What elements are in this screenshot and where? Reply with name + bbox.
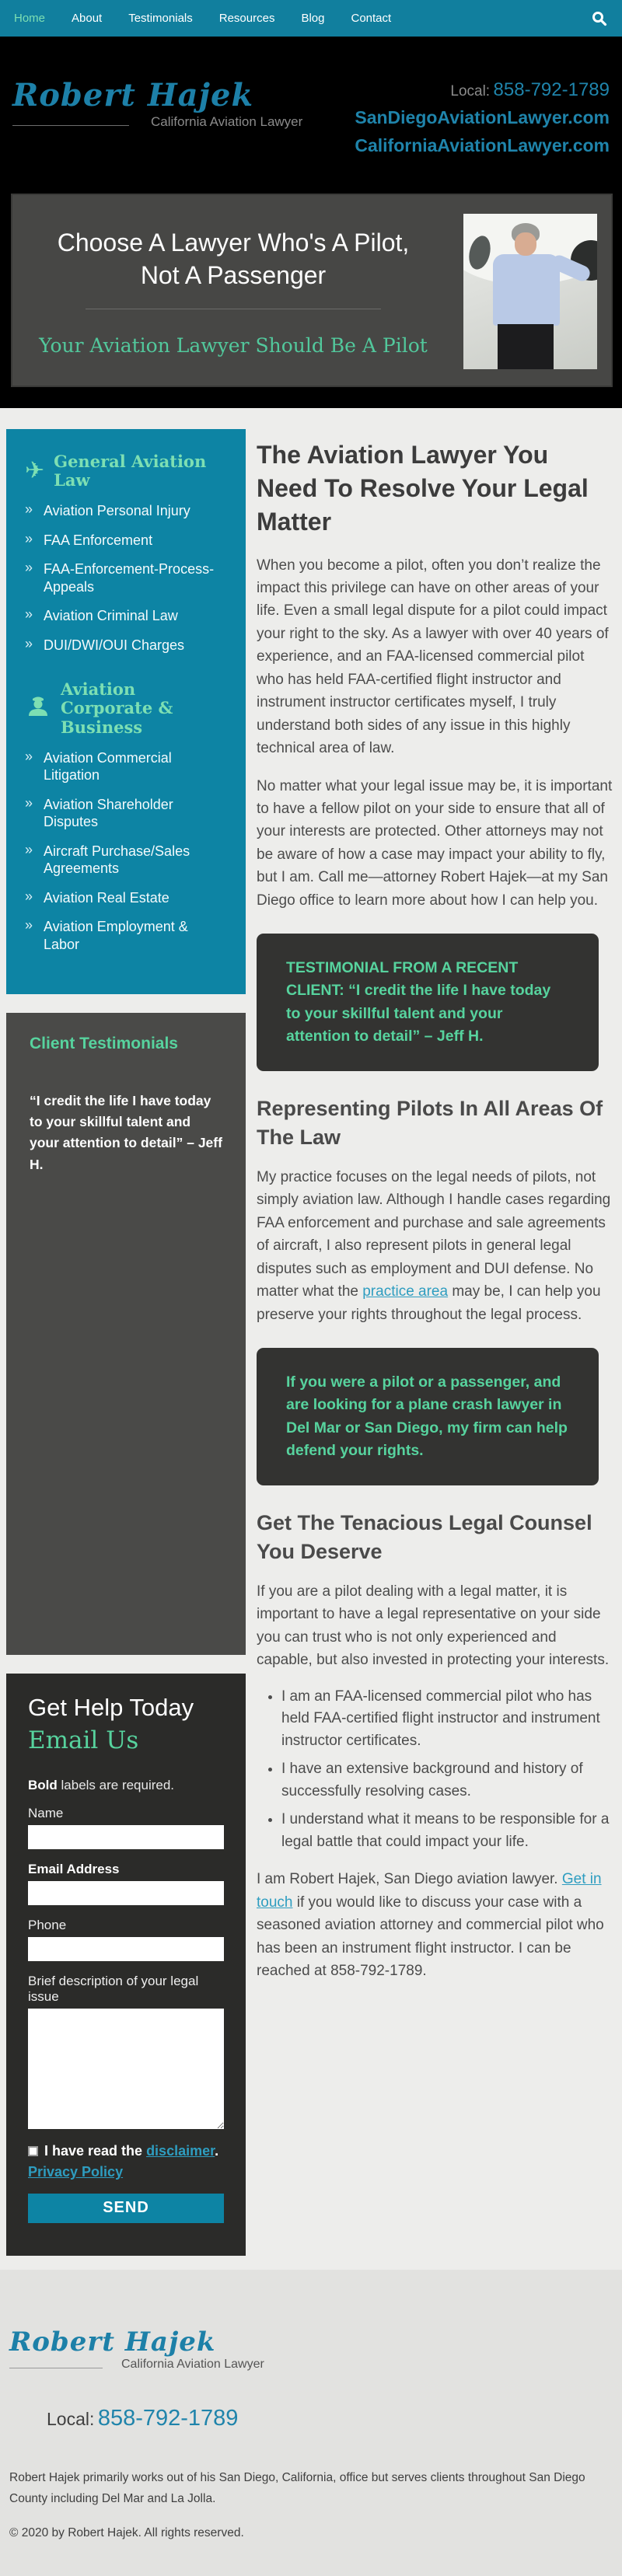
chevron-right-icon: » <box>25 606 33 623</box>
contact-form <box>6 1674 246 2255</box>
plane-crash-callout: If you were a pilot or a passenger, and are looking for a plane crash lawyer in Del Mar or San Diego, my firm can help defend your rights. <box>257 1348 599 1485</box>
practice-areas-menu <box>6 429 246 994</box>
list-item: • I understand what it means to be responsible for a legal battle that could impact your life. <box>281 1809 614 1853</box>
name-field[interactable] <box>28 1825 224 1849</box>
search-icon[interactable] <box>591 10 608 27</box>
sidebar-item-aviation-personal-injury[interactable]: » Aviation Personal Injury <box>25 501 190 519</box>
local-label: Local: <box>450 83 491 99</box>
attorney-photo <box>463 214 597 369</box>
site-header <box>0 37 622 180</box>
get-in-touch-link[interactable]: Get in touch <box>257 1871 602 1911</box>
logo-name: Robert Hajek <box>12 77 254 113</box>
nav-item-home[interactable]: Home <box>14 12 46 25</box>
site-footer <box>0 2270 622 2576</box>
list-item: • I am an FAA-licensed commercial pilot who has held FAA-certified flight instructor and instrument instructor certificates. <box>281 1686 614 1753</box>
sidebar-item-faa-enforcement-process-appeals[interactable]: » FAA-Enforcement-Process-Appeals <box>25 560 215 595</box>
disclaimer-link[interactable]: disclaimer <box>146 2143 215 2159</box>
main-content <box>257 429 616 1982</box>
legal-issue-textarea[interactable] <box>28 2009 224 2129</box>
sidebar-item-dui-dwi-oui[interactable]: » DUI/DWI/OUI Charges <box>25 635 185 653</box>
chevron-right-icon: » <box>25 841 33 857</box>
hero-title: Choose A Lawyer Who's A Pilot, Not A Passenger <box>57 229 410 290</box>
chevron-right-icon: » <box>25 635 33 651</box>
phone-label: Phone <box>28 1918 67 1933</box>
top-navigation <box>0 0 622 37</box>
sidebar-item-faa-enforcement[interactable]: » FAA Enforcement <box>25 530 153 548</box>
hero-banner <box>11 194 613 387</box>
site-logo[interactable] <box>12 77 303 130</box>
send-button[interactable]: SEND <box>28 2194 224 2223</box>
testimonials-widget-title: Client Testimonials <box>30 1035 178 1053</box>
form-title: Get Help Today <box>28 1694 194 1722</box>
domain-link-sandiego[interactable]: SanDiegoAviationLawyer.com <box>355 107 610 128</box>
chevron-right-icon: » <box>25 530 33 546</box>
hero-section <box>0 180 622 408</box>
description-label: Brief description of your legal issue <box>28 1974 199 2005</box>
counsel-paragraph: If you are a pilot dealing with a legal matter, it is important to have a legal representative on your side you can trust who is not only experienced and capable, but also invested in protecting your interests. <box>257 1583 610 1669</box>
sidebar-item-aviation-commercial-litigation[interactable]: » Aviation Commercial Litigation <box>25 748 172 784</box>
sidebar-item-aviation-employment-labor[interactable]: » Aviation Employment & Labor <box>25 917 188 952</box>
practice-paragraph: My practice focuses on the legal needs of pilots, not simply aviation law. Although I handle cases regarding FAA enforcement and purchase and sale agreements of aircraft, I also represent pilots in general legal disputes such as employment and DUI defense. No matter what the practice area may be, I can help you preserve your rights throughout the legal process. <box>257 1169 611 1323</box>
footer-copyright: © 2020 by Robert Hajek. All rights reserved. <box>9 2525 244 2539</box>
footer-phone-number[interactable]: 858-792-1789 <box>97 2405 239 2431</box>
header-phone-number[interactable]: 858-792-1789 <box>493 79 610 100</box>
sidebar-item-aviation-shareholder-disputes[interactable]: » Aviation Shareholder Disputes <box>25 794 173 830</box>
sidebar-item-aviation-real-estate[interactable]: » Aviation Real Estate <box>25 888 169 906</box>
client-testimonials-widget <box>6 1013 246 1655</box>
menu-section-title-general: General Aviation Law <box>54 452 207 490</box>
logo-underline <box>12 125 129 126</box>
chevron-right-icon: » <box>25 501 33 518</box>
footer-logo-tagline: California Aviation Lawyer <box>121 2357 264 2371</box>
form-required-note: Bold labels are required. <box>28 1778 175 1793</box>
domain-link-california[interactable]: CaliforniaAviationLawyer.com <box>355 134 610 155</box>
privacy-policy-link[interactable]: Privacy Policy <box>28 2164 124 2180</box>
footer-service-area: Robert Hajek primarily works out of his San Diego, California, office but serves clients throughout San Diego County including Del Mar and La Jolla. <box>9 2470 585 2505</box>
footer-phone-block <box>47 2406 610 2431</box>
intro-paragraph-1: When you become a pilot, often you don’t realize the impact this privilege can have on other areas of your life. Even a small legal dispute for a pilot could impact your right to the sky. As a lawyer with over 40 years of experience, and an FAA-licensed commercial pilot who has held FAA-certified flight instructor and instrument instructor certificates myself, I truly understand both sides of any issue in this highly technical area of law. <box>257 557 609 757</box>
footer-logo-name: Robert Hajek <box>9 2326 216 2358</box>
practice-area-link[interactable]: practice area <box>362 1283 449 1300</box>
nav-item-resources[interactable]: Resources <box>218 12 275 25</box>
intro-paragraph-2: No matter what your legal issue may be, it is important to have a fellow pilot on your side to ensure that all of your interests are protected. Other attorneys may not be aware of how a case may impact your ability to fly, but I am. Call me—attorney Robert Hajek—at my San Diego office to learn more about how I can help you. <box>257 777 613 909</box>
section-heading-representing-pilots: Representing Pilots In All Areas Of The Law <box>257 1097 603 1149</box>
phone-field[interactable] <box>28 1937 224 1961</box>
closing-paragraph: I am Robert Hajek, San Diego aviation lawyer. Get in touch if you would like to discuss your case with a seasoned aviation attorney and commercial pilot who has been an instrument flight instructor. I can be reached at 858-792-1789. <box>257 1871 604 1979</box>
sidebar-item-aviation-criminal-law[interactable]: » Aviation Criminal Law <box>25 606 178 624</box>
pilot-icon <box>25 693 51 724</box>
email-field[interactable] <box>28 1881 224 1905</box>
nav-item-blog[interactable]: Blog <box>301 12 325 25</box>
page-title: The Aviation Lawyer You Need To Resolve Your Legal Matter <box>257 441 589 536</box>
disclaimer-checkbox[interactable] <box>28 2146 38 2156</box>
testimonial-quote: “I credit the life I have today to your skillful talent and your attention to detail” – Jeff H. <box>30 1093 222 1172</box>
testimonial-callout: TESTIMONIAL FROM A RECENT CLIENT: “I credit the life I have today to your skillful talent and your attention to detail” – Jeff H. <box>257 934 599 1071</box>
disclaimer-row: I have read the disclaimer. Privacy Policy <box>28 2141 224 2182</box>
footer-logo <box>9 2326 610 2372</box>
footer-local-label: Local: <box>47 2408 95 2429</box>
nav-item-contact[interactable]: Contact <box>351 12 392 25</box>
logo-tagline: California Aviation Lawyer <box>151 114 303 129</box>
chevron-right-icon: » <box>25 794 33 811</box>
credentials-list <box>264 1686 614 1854</box>
header-contact-block <box>355 75 610 159</box>
nav-item-about[interactable]: About <box>72 12 103 25</box>
email-label: Email Address <box>28 1862 120 1877</box>
section-heading-tenacious-counsel: Get The Tenacious Legal Counsel You Deserve <box>257 1511 592 1563</box>
plane-icon: ✈ <box>25 458 45 484</box>
list-item: • I have an extensive background and history of successfully resolving cases. <box>281 1758 614 1803</box>
hero-subtitle: Your Aviation Lawyer Should Be A Pilot <box>39 334 428 358</box>
form-subtitle: Email Us <box>28 1726 139 1755</box>
nav-item-testimonials[interactable]: Testimonials <box>128 12 193 25</box>
sidebar-item-aircraft-purchase-sales[interactable]: » Aircraft Purchase/Sales Agreements <box>25 841 190 877</box>
menu-section-title-corporate: Aviation Corporate & Business <box>61 679 173 737</box>
name-label: Name <box>28 1806 64 1821</box>
chevron-right-icon: » <box>25 560 33 576</box>
chevron-right-icon: » <box>25 748 33 764</box>
chevron-right-icon: » <box>25 917 33 934</box>
chevron-right-icon: » <box>25 888 33 904</box>
